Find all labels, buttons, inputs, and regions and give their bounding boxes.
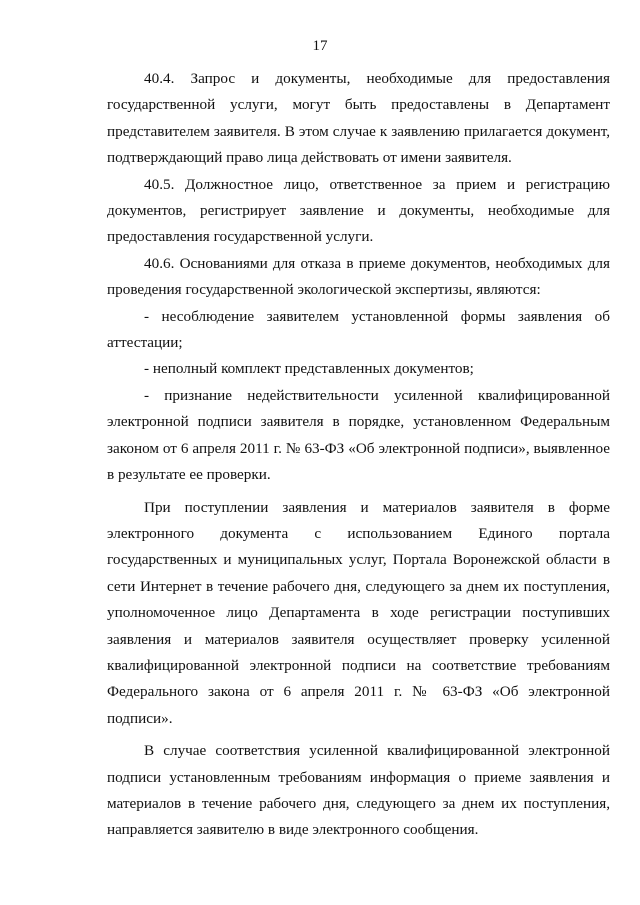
page-number: 17: [312, 38, 328, 54]
list-item-invalid-signature: - признание недействительности усиленной квалифицированной электронной подписи заявителя в порядке, установленном Федеральным законом от 6 апреля 2011 г. № 63-ФЗ «Об электронной подписи», выявленное в результате ее проверки.: [107, 386, 610, 484]
paragraph-40-6: 40.6. Основаниями для отказа в приеме документов, необходимых для проведения государственной экологической экспертизы, являются:: [107, 254, 610, 299]
paragraph-40-5: 40.5. Должностное лицо, ответственное за прием и регистрацию документов, регистрирует заявление и документы, необходимые для предоставления государственной услуги.: [107, 175, 610, 246]
list-item-form-noncompliance: - несоблюдение заявителем установленной формы заявления об аттестации;: [107, 307, 610, 352]
document-body: [107, 66, 610, 844]
paragraph-electronic-submission: При поступлении заявления и материалов заявителя в форме электронного документа с использованием Единого портала государственных и муниципальных услуг, Портала Воронежской области в сети Интернет в течение рабочего дня, следующего за днем их поступления, уполномоченное лицо Департамента в ходе регистрации поступивших заявления и материалов заявителя осуществляет проверку усиленной квалифицированной электронной подписи на соответствие требованиям Федерального закона от 6 апреля 2011 г. № 63-ФЗ «Об электронной подписи».: [107, 498, 610, 727]
list-item-incomplete-set: - неполный комплект представленных документов;: [144, 360, 474, 378]
paragraph-40-4: 40.4. Запрос и документы, необходимые для предоставления государственной услуги, могут быть предоставлены в Департамент представителем заявителя. В этом случае к заявлению прилагается документ, подтверждающий право лица действовать от имени заявителя.: [107, 70, 610, 167]
paragraph-signature-compliance: В случае соответствия усиленной квалифицированной электронной подписи установленным требованиям информация о приеме заявления и материалов в течение рабочего дня, следующего за днем их поступления, направляется заявителю в виде электронного сообщения.: [107, 742, 610, 839]
